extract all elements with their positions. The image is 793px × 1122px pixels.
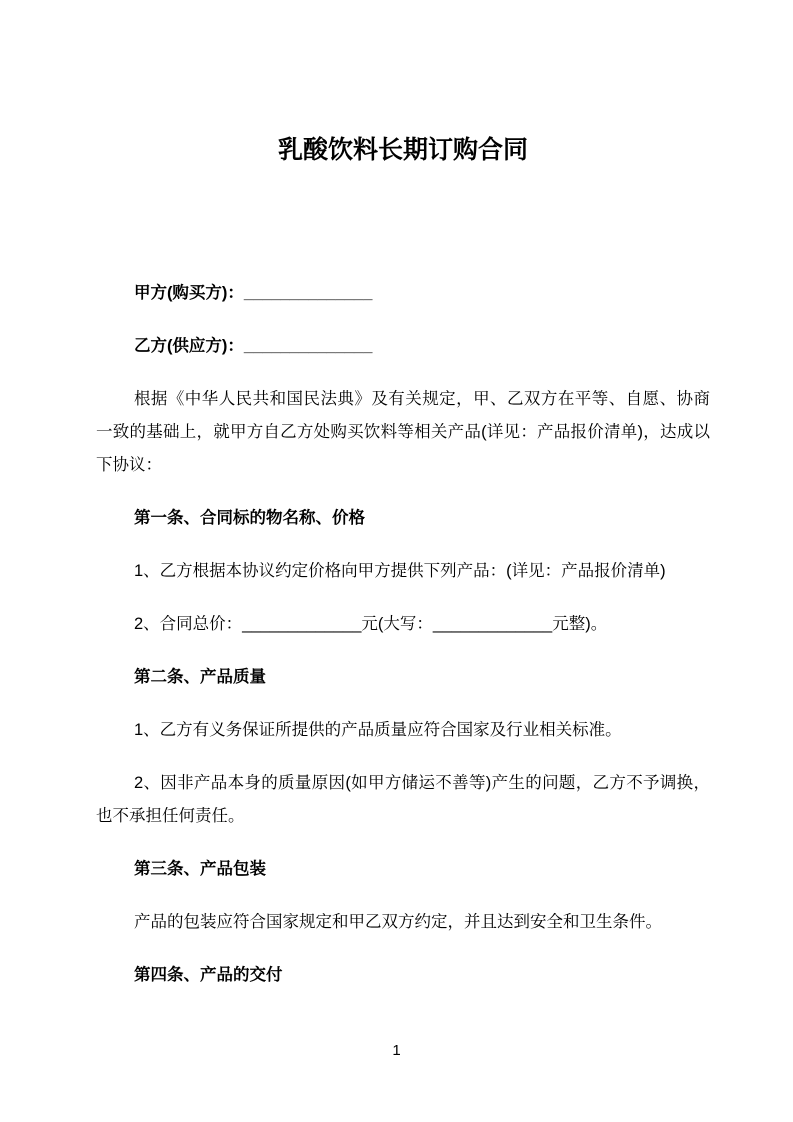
clause-2-item-1: 1、乙方有义务保证所提供的产品质量应符合国家及行业相关标准。: [133, 721, 622, 739]
clause-2-item-2: 2、因非产品本身的质量原因(如甲方储运不善等)产生的问题，乙方不予调换，也不承担任何责任。: [96, 774, 710, 825]
preamble-paragraph: 根据《中华人民共和国民法典》及有关规定，甲、乙双方在平等、自愿、协商一致的基础上，就甲方自乙方处购买饮料等相关产品(详见：产品报价清单)，达成以下协议：: [96, 390, 710, 474]
party-b-line: 乙方(供应方)：______________: [133, 337, 373, 355]
clause-3-heading: 第三条、产品包装: [133, 860, 266, 878]
document-title: 乳酸饮料长期订购合同: [277, 136, 528, 164]
party-a-line: 甲方(购买方)：______________: [133, 284, 373, 302]
clause-3-body: 产品的包装应符合国家规定和甲乙双方约定，并且达到安全和卫生条件。: [133, 913, 662, 931]
page-number: 1: [392, 1042, 401, 1059]
clause-1-item-2: 2、合同总价：_____________元(大写：_____________元整)。: [133, 615, 608, 633]
clause-4-heading: 第四条、产品的交付: [133, 966, 283, 984]
clause-1-heading: 第一条、合同标的物名称、价格: [133, 509, 365, 527]
clause-2-heading: 第二条、产品质量: [133, 668, 266, 686]
clause-1-item-1: 1、乙方根据本协议约定价格向甲方提供下列产品：(详见：产品报价清单): [133, 562, 666, 580]
